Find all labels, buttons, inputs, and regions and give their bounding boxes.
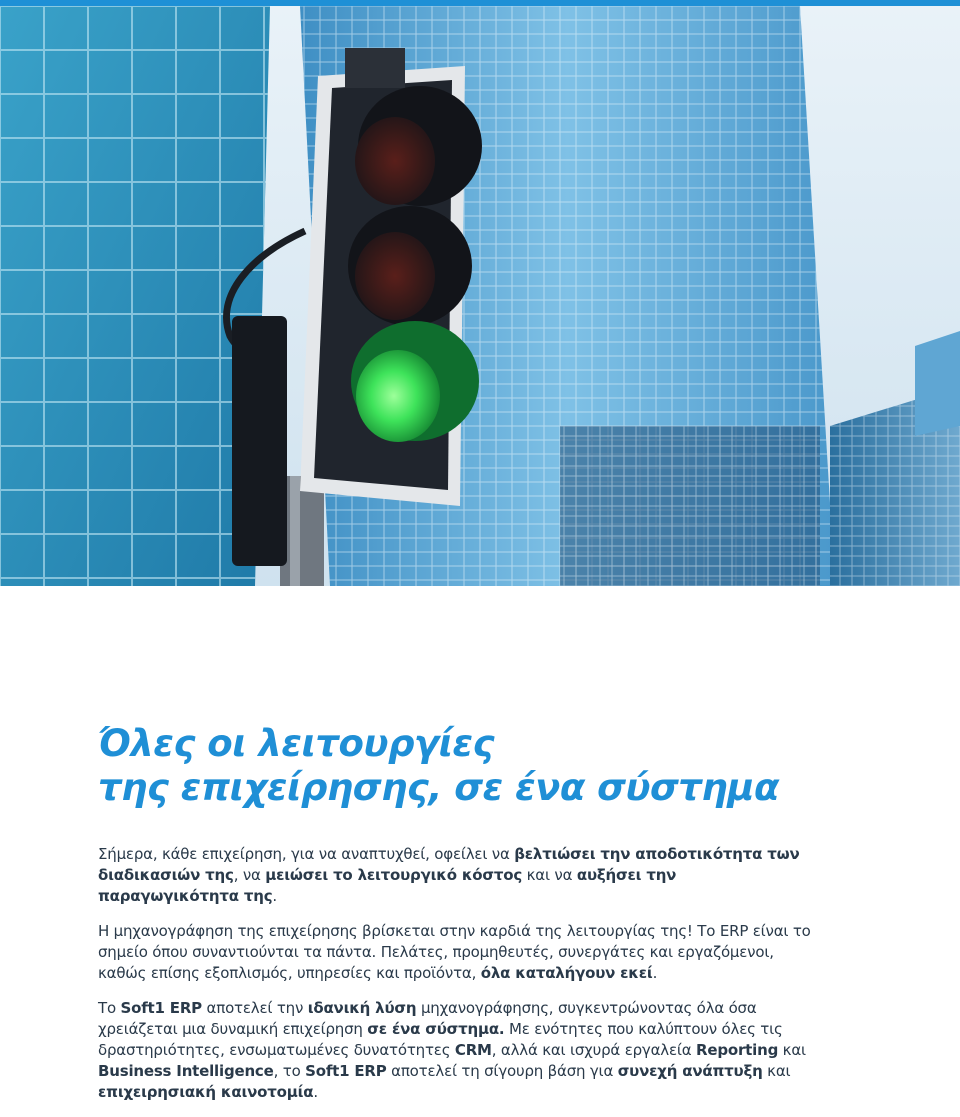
paragraph-3 <box>98 998 818 1103</box>
emphasis-text: σε ένα σύστημα. <box>367 1020 505 1038</box>
hero-photo <box>0 6 960 586</box>
body-run: Το <box>98 999 121 1017</box>
body-run: , να <box>233 866 266 884</box>
emphasis-text: αυξήσει την παραγωγικότητα της <box>98 866 677 905</box>
title-line-1: Όλες οι λειτουργίες <box>98 722 495 765</box>
emphasis-text: Soft1 ERP <box>120 999 202 1017</box>
emphasis-text: συνεχή ανάπτυξη <box>617 1062 763 1080</box>
body-run: αποτελεί την <box>201 999 308 1017</box>
emphasis-text: Reporting <box>696 1041 779 1059</box>
body-run: και <box>762 1062 791 1080</box>
page-title <box>98 722 779 810</box>
emphasis-text: ιδανική λύση <box>307 999 417 1017</box>
body-run: . <box>313 1083 318 1101</box>
body-run: μηχανογράφησης, συγκεντρώνοντας όλα όσα χρειάζεται μια δυναμική επιχείρηση <box>98 999 757 1038</box>
emphasis-text: βελτιώσει την αποδοτικότητα των διαδικασιών της <box>98 845 800 884</box>
body-run: , το <box>273 1062 306 1080</box>
body-run: Σήμερα, κάθε επιχείρηση, για να αναπτυχθεί, οφείλει να <box>98 845 515 863</box>
body-run: , αλλά και ισχυρά εργαλεία <box>491 1041 697 1059</box>
body-run: . <box>652 964 658 982</box>
emphasis-text: Soft1 ERP <box>305 1062 387 1080</box>
body-run: Με ενότητες που καλύπτουν όλες τις δραστηριότητες, ενσωματωμένες δυνατότητες <box>98 1020 783 1059</box>
body-run: αποτελεί τη σίγουρη βάση για <box>386 1062 618 1080</box>
body-run: και να <box>522 866 577 884</box>
traffic-light-city-photo <box>0 6 960 586</box>
paragraph-1 <box>98 844 818 907</box>
body-run: και <box>778 1041 806 1059</box>
emphasis-text: μειώσει το λειτουργικό κόστος <box>265 866 523 884</box>
body-run: Η μηχανογράφηση της επιχείρησης βρίσκεται στην καρδιά της λειτουργίας της! Το ERP είναι το σημείο όπου συναντιούνται τα πάντα. Πελάτες, προμηθευτές, συνεργάτες και εργαζόμενοι, καθώς επίσης εξοπλισμός, υπηρεσίες και προϊόντα, <box>98 922 811 982</box>
emphasis-text: CRM <box>454 1041 492 1059</box>
title-line-2: της επιχείρησης, σε ένα σύστημα <box>98 766 779 809</box>
emphasis-text: όλα καταλήγουν εκεί <box>480 964 653 982</box>
emphasis-text: επιχειρησιακή καινοτομία <box>98 1083 314 1101</box>
body-text <box>98 844 818 1117</box>
emphasis-text: Business Intelligence <box>98 1062 274 1080</box>
paragraph-2 <box>98 921 818 984</box>
body-run: . <box>272 887 277 905</box>
